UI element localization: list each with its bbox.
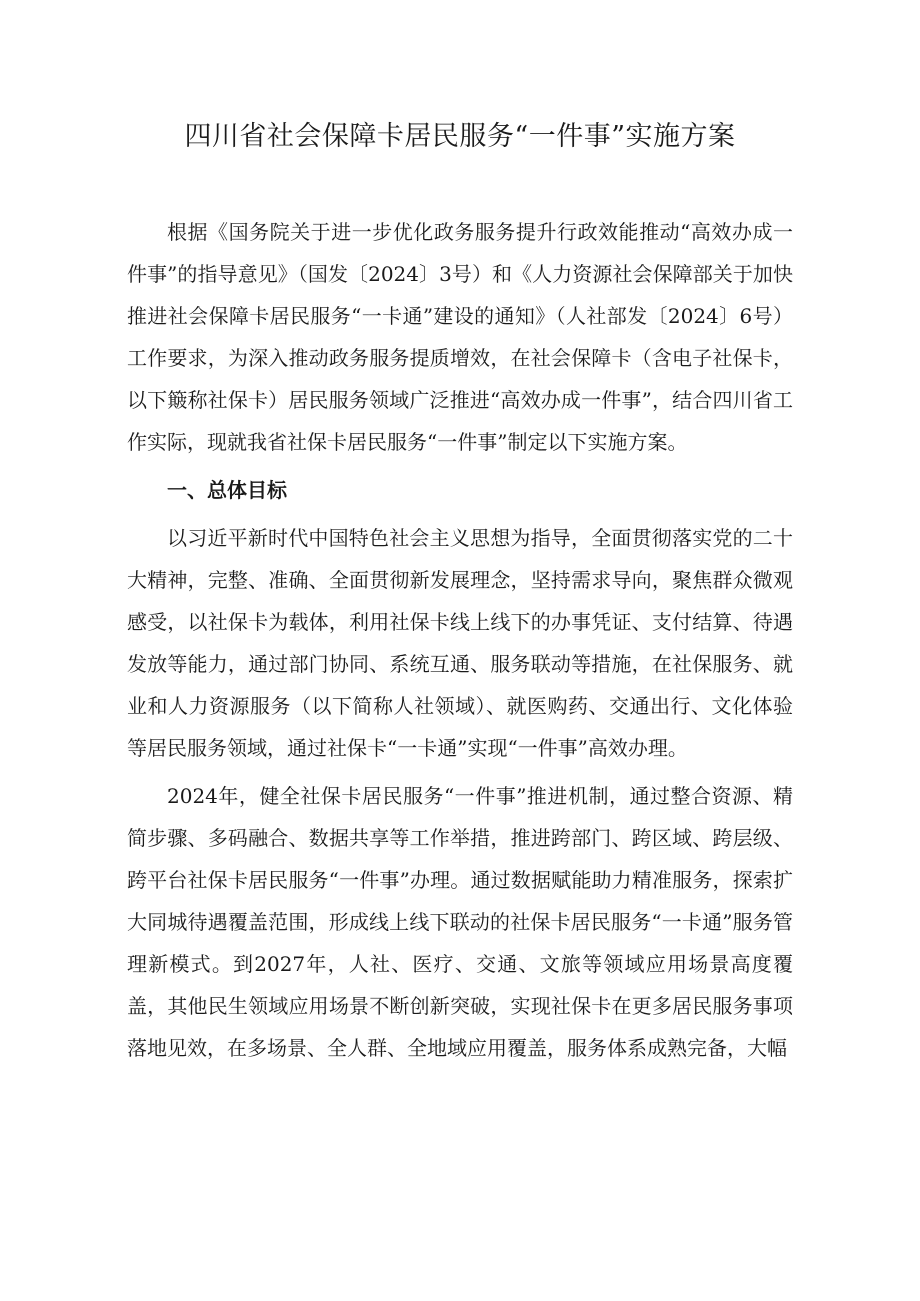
document-body (127, 211, 793, 1069)
section-heading: 一、总体目标 (167, 478, 287, 502)
section-paragraph: 2024年，健全社保卡居民服务“一件事”推进机制，通过整合资源、精简步骤、多码融合、数据共享等工作举措，推进跨部门、跨区域、跨层级、跨平台社保卡居民服务“一件事”办理。通过数据赋能助力精准服务，探索扩大同城待遇覆盖范围，形成线上线下联动的社保卡居民服务“一卡通”服务管理新模式。到2027年，人社、医疗、交通、文旅等领域应用场景高度覆盖，其他民生领域应用场景不断创新突破，实现社保卡在更多居民服务事项落地见效，在多场景、全人群、全地域应用覆盖，服务体系成熟完备，大幅 (127, 784, 793, 1060)
intro-paragraph: 根据《国务院关于进一步优化政务服务提升行政效能推动“高效办成一件事”的指导意见》（国发〔2024〕3号）和《人力资源社会保障部关于加快推进社会保障卡居民服务“一卡通”建设的通知》（人社部发〔2024〕6号）工作要求，为深入推动政务服务提质增效，在社会保障卡（含电子社保卡，以下簸称社保卡）居民服务领域广泛推进“高效办成一件事”，结合四川省工作实际，现就我省社保卡居民服务“一件事”制定以下实施方案。 (127, 220, 793, 454)
document-title: 四川省社会保障卡居民服务“一件事”实施方案 (184, 121, 736, 152)
section-paragraph: 以习近平新时代中国特色社会主义思想为指导，全面贯彻落实党的二十大精神，完整、准确、全面贯彻新发展理念，坚持需求导向，聚焦群众微观感受，以社保卡为载体，利用社保卡线上线下的办事凭证、支付结算、待遇发放等能力，通过部门协同、系统互通、服务联动等措施，在社保服务、就业和人力资源服务（以下简称人社领域）、就医购药、交通出行、文化体验等居民服务领域，通过社保卡“一卡通”实现“一件事”高效办理。 (127, 526, 793, 760)
